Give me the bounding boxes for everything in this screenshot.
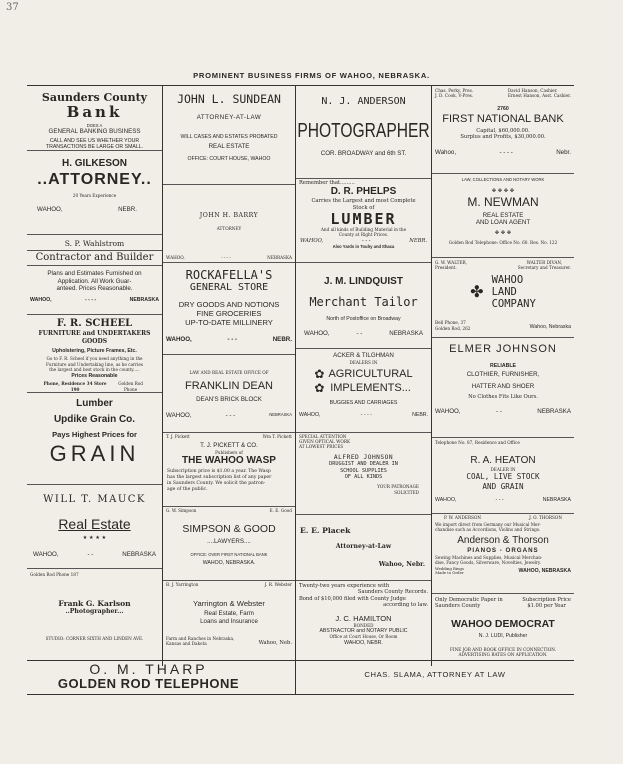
ad-officer: Secretary and Treasurer. [517, 265, 571, 271]
ad-state: NEBR. [272, 335, 292, 343]
ad-title: ..ATTORNEY.. [37, 171, 152, 188]
ad-text: Carries the Largest and most Complete [311, 198, 416, 205]
ad-karlson [27, 568, 162, 661]
ad-text: CALL AND SEE US WHETHER YOUR [49, 137, 140, 144]
ad-name: JOHN L. SUNDEAN [177, 92, 281, 106]
ad-name: H. GILKESON [61, 158, 127, 169]
ad-address: STUDIO: CORNER SIXTH AND LINDEN AVE. [45, 636, 144, 641]
ad-text: Office at Court House, Or Room [329, 634, 398, 640]
ad-name: CHAS. SLAMA, ATTORNEY AT LAW [364, 670, 506, 679]
ad-text: Pays Highest Prices for [52, 430, 137, 439]
ad-trade: FURNITURE and UNDERTAKERS GOODS [38, 330, 151, 345]
ad-gilkeson [27, 150, 162, 235]
ad-text: anteed. Prices Reasonable. [56, 285, 133, 293]
ad-text: YOUR PATRONAGE [377, 484, 419, 490]
ad-name: Yarrington & Webster [193, 599, 265, 609]
ad-text: ADVERTISING RATES ON APPLICATION. [458, 652, 548, 658]
ad-trade: AND GRAIN [482, 481, 524, 491]
ad-title: ....LAWYERS.... [207, 538, 251, 546]
ad-text: CLOTHIER, FURNISHER, [466, 371, 540, 379]
ad-name: O. M. THARP [89, 661, 208, 677]
ad-name: ELMER JOHNSON [449, 343, 557, 355]
ad-lindquist-tailor [296, 262, 431, 349]
bank-name-line2: Bank [66, 103, 123, 121]
ornament-icon: ✿ [314, 380, 325, 395]
ad-scheel [27, 314, 162, 393]
column-3 [296, 86, 431, 661]
ad-name: ROCKAFELLA'S [185, 268, 273, 282]
ad-partner: P. W. ANDERSON [444, 515, 482, 520]
ad-placek [296, 514, 431, 581]
ad-text: ABSTRACTOR and NOTARY PUBLIC [319, 628, 408, 635]
ornament-icon: ✤ ✤ ✤ [494, 229, 512, 236]
ad-name: JOHN H. BARRY [199, 212, 259, 219]
ad-text: Remember that......... [299, 180, 355, 186]
column-1 [27, 86, 162, 661]
ad-text: North of Postoffice on Broadway [326, 316, 401, 322]
ad-city: WAHOO, NEBRASKA. [202, 560, 256, 566]
ad-heaton [432, 437, 574, 514]
ad-anderson-thorson [432, 513, 574, 594]
ad-text: Application. All Work Guar- [57, 277, 132, 285]
ad-text: REAL ESTATE [208, 143, 250, 150]
ornament-icon: ✤ [470, 282, 484, 302]
ad-dashes: - - - - [84, 296, 97, 303]
ad-name: R. A. HEATON [470, 455, 536, 467]
ad-name: WILL T. MAUCK [43, 494, 146, 505]
ad-city: Wahoo, Nebr. [378, 560, 425, 568]
ad-text: Bond of $10,000 filed with County Judge [299, 595, 406, 602]
ad-phone: Golden Rod, 262 [435, 325, 471, 331]
bank-name-line1: Saunders County [41, 91, 148, 104]
ad-city: WAHOO, [166, 254, 185, 260]
ad-name: WAHOO [491, 274, 524, 287]
ad-title: ATTORNEY [216, 225, 242, 231]
ad-acker-tilghman [296, 348, 431, 433]
ad-phone: Bell Phone, 37 [435, 320, 466, 326]
ad-text: OFFICE: OVER FIRST NATIONAL BANK [190, 551, 268, 557]
ad-text: SOLICITED [394, 489, 419, 495]
ad-city: WAHOO, NEBR. [344, 639, 383, 646]
ad-text: LAW, COLLECTIONS AND NOTARY WORK [461, 177, 545, 182]
ad-name: M. NEWMAN [467, 194, 539, 209]
ad-text: Upholstering, Picture Frames, Etc. [52, 348, 137, 354]
column-2 [163, 86, 295, 661]
ad-trade: GENERAL STORE [189, 282, 269, 293]
ad-trade: GRAIN [49, 441, 140, 467]
ad-dashes: - - - [361, 237, 371, 244]
ad-city: Wahoo, Neb. [258, 639, 292, 646]
ad-mauck [27, 484, 162, 569]
ad-text: chandise such as Accordions, Violins and Strings. [435, 527, 541, 533]
ad-slama [296, 660, 574, 688]
ad-text: OFFICE: COURT HOUSE, WAHOO [187, 155, 271, 162]
ad-text: Lumber [76, 398, 113, 409]
ad-city: WAHOO, NEBRASKA [518, 567, 571, 574]
ad-text: Saunders County Records. [357, 589, 428, 596]
ad-city: WAHOO, [435, 496, 457, 503]
ad-text: Kansas and Dakota [166, 640, 207, 646]
ad-name: Anderson & Thorson [457, 534, 549, 546]
ad-text: dise, Fancy Goods, Silverware, Novelties, Jewelry. [435, 560, 542, 566]
ad-text: the largest and best stock in the county..... [49, 366, 140, 372]
ad-city: WAHOO, [33, 551, 59, 559]
ad-officer: President. [435, 265, 457, 271]
ad-partner: B. J. Yarrington [166, 582, 199, 587]
ad-text: DEALER IN [490, 467, 516, 473]
ad-city: WAHOO, [304, 330, 330, 338]
ad-trade: COAL, LIVE STOCK [466, 472, 540, 482]
ad-state: NEBRASKA [129, 296, 159, 303]
ad-sundean [163, 86, 295, 185]
ad-saunders-county-bank [27, 86, 162, 151]
ad-name: T. J. PICKETT & CO. [200, 442, 258, 450]
ad-text: Subscription price is $1.00 a year. The Wasp [167, 469, 271, 474]
ad-name: Updike Grain Co. [53, 414, 136, 425]
ad-city: WAHOO, [37, 206, 63, 214]
page-number: 37 [6, 2, 19, 13]
ad-dashes: - - [356, 330, 363, 338]
ad-text: FINE GROCERIES [196, 309, 262, 319]
ad-name: J. M. LINDQUIST [324, 276, 403, 287]
ad-name: COMPANY [491, 298, 536, 311]
ad-wahoo-land-company [432, 257, 574, 338]
ornament-icon: ✤ ✤ ✤ ✤ [491, 188, 515, 195]
ad-dashes: - - - - [360, 412, 372, 419]
ad-text: age of the public. [167, 487, 208, 492]
ad-text: County at Right Prices. [338, 232, 389, 238]
ad-city: WAHOO, [166, 335, 192, 343]
ad-phone: Golden Rod Phone 187 [30, 572, 79, 577]
ad-trade: Real Estate [58, 516, 131, 532]
ad-city: WAHOO, [300, 237, 324, 244]
ad-phone: Golden Rod Phone [118, 381, 143, 392]
ad-dashes: - - - [227, 335, 238, 343]
ad-text: DRUGGIST AND DEALER IN [329, 461, 398, 468]
ad-partner: Wm T. Pickett [262, 434, 292, 439]
column-4 [432, 86, 574, 661]
ad-newman [432, 173, 574, 258]
ad-barry [163, 184, 295, 263]
ad-phone: Golden Rod Telephone: Office No. 60. Res. No. 122 [448, 240, 558, 246]
ad-text: Also Yards in Touhy and Ithaca [332, 244, 395, 250]
ad-name: WAHOO DEMOCRAT [451, 617, 555, 630]
ad-name: ALFRED JOHNSON [333, 453, 394, 461]
ad-elmer-johnson [432, 337, 574, 438]
ad-text: DEALERS IN [349, 359, 378, 365]
ad-city: WAHOO, [435, 408, 461, 415]
ad-trade: THE WAHOO WASP [182, 455, 276, 466]
ad-partner: E. E. Good [269, 508, 292, 513]
ad-anderson-photographer [296, 86, 431, 179]
ad-city: Wahoo, [435, 148, 457, 156]
ad-wahlstrom [27, 234, 162, 315]
ad-state: NEBR. [412, 412, 428, 419]
ad-text: according to law. [383, 602, 428, 609]
ad-text: Twenty-two years experience with [299, 583, 390, 589]
ad-name: D. R. PHELPS [330, 186, 397, 198]
ad-text: Farm and Ranches in Nebraska, [166, 635, 235, 641]
ad-trade: AGRICULTURAL [328, 367, 413, 380]
ad-state: NEBRASKA [267, 254, 292, 260]
ad-text: in Saunders County. We solicit the patron- [167, 481, 266, 486]
ad-text: Only Democratic Paper in [435, 597, 503, 603]
ad-state: NEBRASKA [389, 330, 423, 338]
ad-text: Saunders County [435, 603, 481, 610]
ad-text: $1.00 per Year [527, 603, 566, 610]
ad-title: ATTORNEY-AT-LAW [196, 114, 262, 121]
ad-trade: PIANOS - ORGANS [467, 546, 539, 554]
ad-text: WILL CASES AND ESTATES PROBATED [180, 133, 278, 140]
ad-yarrington-webster [163, 580, 295, 661]
ad-text: Go to F. R. Scheel if you need anything in the [46, 356, 143, 362]
ad-state: NEBRASKA [269, 411, 292, 417]
ad-title: Attorney-at-Law [335, 543, 392, 551]
ad-text: Plans and Estimates Furnished on [47, 270, 142, 278]
ad-text: TRANSACTIONS BE LARGE OR SMALL. [45, 144, 144, 151]
ad-text: UP-TO-DATE MILLINERY [185, 318, 273, 328]
ad-text: BUGGIES AND CARRIAGES [329, 399, 398, 406]
ad-text: And all kinds of Building Material in the [320, 227, 407, 233]
ad-text: We import direct from Germany our Musical Mer- [435, 522, 541, 528]
ad-phone: Telephone No. 87, Residence and Office [435, 440, 520, 445]
ad-dean [163, 354, 295, 433]
ad-name: SIMPSON & GOOD [182, 523, 276, 536]
ad-text: Stock of [352, 204, 375, 211]
ad-name: F. R. SCHEEL [56, 318, 133, 329]
ad-text: 2760 [497, 106, 509, 113]
ad-text: Surplus and Profits, $30,000.00. [460, 134, 546, 141]
ad-ornament: ★ ★ ★ ★ [82, 535, 107, 541]
page-title: PROMINENT BUSINESS FIRMS OF WAHOO, NEBRASKA. [193, 71, 430, 80]
ad-dashes: - - - [495, 496, 504, 503]
ad-partner: G. W. Simpson [166, 508, 197, 513]
ad-text: GOLDEN ROD TELEPHONE [57, 676, 240, 691]
ad-wahoo-wasp [163, 432, 295, 507]
ad-trade: ..Photographer... [65, 608, 124, 616]
ad-text: GIVEN OPTICAL WORK [299, 439, 351, 445]
ad-text: HATTER AND SHOER [471, 383, 535, 390]
ornament-icon: ✿ [314, 366, 325, 381]
ad-partner: J. R. Webster [264, 582, 292, 587]
ad-partner: J. O. THORSON [529, 515, 562, 520]
ad-trade: LUMBER [330, 210, 397, 229]
ad-name: ACKER & TILGHMAN [333, 352, 394, 359]
ad-trade: IMPLEMENTS... [330, 381, 411, 394]
ad-text: 20 Years Experience [72, 193, 117, 198]
ad-text: Made to Order [435, 570, 464, 576]
ad-text: AT LOWEST PRICES [299, 444, 344, 450]
footer-bottom-rule [27, 694, 574, 695]
ad-officer: J. D. Cook, V-Pres. [435, 93, 474, 99]
ad-officer: David Hanson, Cashier. [507, 88, 558, 93]
ad-trade: PHOTOGRAPHER [297, 120, 430, 142]
ad-tharp [27, 660, 270, 691]
ad-address: COR. BROADWAY and 6th ST. [320, 150, 407, 157]
ad-text: No Clothes Fits Like Ours. [468, 393, 538, 400]
ad-name: LAND [491, 286, 517, 299]
ad-text: RELIABLE [490, 363, 516, 369]
ad-dashes: - - [496, 408, 502, 415]
ad-text: DOES A [86, 123, 103, 128]
ad-simpson-good [163, 506, 295, 581]
ad-officer: G. W. WALTER, [435, 260, 467, 265]
ad-trade: Merchant Tailor [309, 295, 418, 309]
ad-trade: Contractor and Builder [27, 250, 162, 266]
ad-partner: T. J. Pickett [166, 434, 190, 439]
ad-name: S. P. Wahlstrom [64, 239, 125, 248]
ad-text: DEAN'S BRICK BLOCK [196, 396, 262, 404]
ad-city: WAHOO, [299, 412, 321, 419]
ad-name: E. E. Placek [300, 526, 351, 535]
ad-officer: Chas. Perky, Pres. [435, 88, 474, 93]
ad-city: WAHOO, [166, 411, 192, 419]
ad-text: Real Estate, Farm [204, 610, 254, 618]
ad-state: NEBRASKA [537, 408, 571, 415]
ad-text: Subscription Price [522, 597, 571, 603]
ad-text: Sewing Machines and Supplies, Musical Merchan- [435, 555, 543, 561]
ad-text: FINE JOB AND BOOK OFFICE IN CONNECTION. [450, 647, 556, 653]
ad-dashes: - - - [225, 411, 236, 419]
directory-grid [27, 85, 574, 661]
ad-text: REAL ESTATE [482, 211, 524, 219]
ad-text: DRY GOODS AND NOTIONS [178, 300, 280, 309]
ad-text: LAW AND REAL ESTATE OFFICE OF [189, 370, 269, 375]
ad-state: NEBRASKA [542, 496, 571, 503]
ad-text: Publishers of [215, 449, 243, 455]
ad-text: SPECIAL ATTENTION [299, 434, 347, 439]
ad-city: WAHOO, [30, 296, 52, 303]
ad-dashes: - - - - [499, 148, 513, 156]
ad-dashes: - - - - [221, 254, 231, 260]
ad-text: Capital, $60,000.00. [476, 127, 530, 134]
ad-state: NEBR. [118, 206, 137, 214]
ad-officer: Ernest Hanson, Asst. Cashier. [507, 93, 571, 99]
ad-first-national-bank [432, 86, 574, 174]
ad-text: SCHOOL SUPPLIES [340, 467, 387, 474]
ad-text: Wedding Rings [435, 565, 464, 571]
ad-text: AND LOAN AGENT [475, 219, 531, 227]
ad-name: FRANKLIN DEAN [184, 380, 274, 393]
ad-text: BONDED [353, 622, 374, 628]
ad-name: FIRST NATIONAL BANK [442, 112, 564, 125]
ad-name: N. J. ANDERSON [321, 96, 406, 107]
ad-name: J. C. HAMILTON [335, 613, 392, 623]
ad-alfred-johnson [296, 432, 431, 515]
ad-dashes: - - [87, 551, 94, 559]
ad-city: Wahoo, Nebraska [529, 324, 571, 331]
ad-text: Loans and Insurance [200, 618, 258, 625]
ad-rockafella [163, 262, 295, 355]
ad-text: N. J. LUDI, Publisher [478, 632, 528, 639]
ad-state: Nebr. [556, 148, 571, 156]
ad-text: has the largest subscription list of any paper [167, 475, 272, 480]
ad-name: Frank G. Karlson [58, 599, 131, 609]
ad-text: Prices Reasonable [71, 373, 118, 380]
ad-text: Furniture and Undertaking line, as he carries [46, 361, 143, 367]
ad-phelps-lumber [296, 178, 431, 263]
ad-text: GENERAL BANKING BUSINESS [48, 128, 141, 136]
ad-officer: WALTER DIVAN, [526, 260, 563, 265]
ad-state: NEBR. [409, 237, 427, 244]
ad-text: OF ALL KINDS [344, 474, 383, 481]
ad-wahoo-democrat [432, 593, 574, 661]
ad-state: NEBRASKA [122, 551, 156, 559]
ad-updike-grain [27, 392, 162, 485]
ad-phone: Phone, Residence 34 Store 190 [43, 381, 107, 392]
ad-hamilton [296, 580, 431, 661]
